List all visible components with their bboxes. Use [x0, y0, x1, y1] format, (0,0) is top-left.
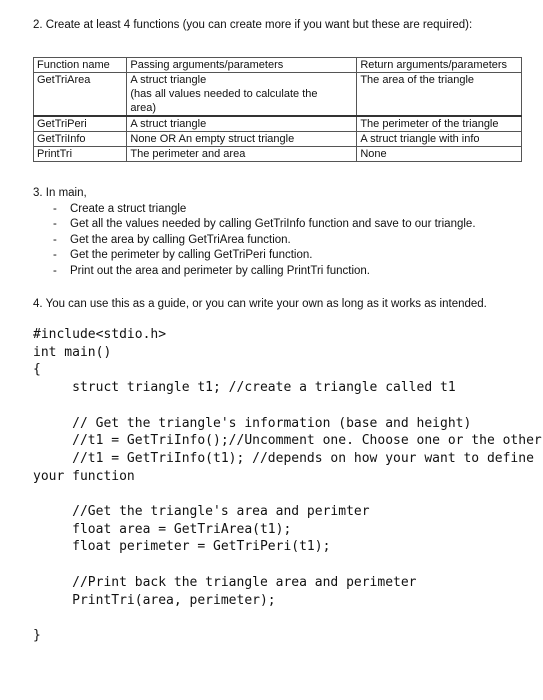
params-cell: A struct triangle — [127, 116, 357, 132]
function-name-cell: GetTriInfo — [34, 132, 127, 147]
params-cell — [127, 73, 357, 117]
returns-cell: A struct triangle with info — [357, 132, 522, 147]
code-line — [33, 397, 542, 415]
code-line: //t1 = GetTriInfo(t1); //depends on how your want to define — [33, 450, 534, 466]
params-line: area) — [130, 102, 157, 114]
returns-cell: The perimeter of the triangle — [357, 116, 522, 132]
code-line — [33, 485, 542, 503]
list-item: - Get all the values needed by calling GetTriInfo function and save to our triangle. — [33, 217, 476, 233]
params-line: A struct triangle — [130, 74, 207, 86]
code-line: struct triangle t1; //create a triangle called t1 — [33, 380, 456, 396]
code-line: //t1 = GetTriInfo();//Uncomment one. Choose one or the other — [33, 433, 542, 449]
code-line: } — [33, 627, 41, 643]
section-3-heading: 3. In main, — [33, 187, 87, 199]
table-row — [34, 73, 522, 117]
code-line: PrintTri(area, perimeter); — [33, 592, 276, 608]
code-line: //Get the triangle's area and perimter — [33, 504, 370, 520]
section-2-heading: 2. Create at least 4 functions (you can create more if you want but these are required): — [33, 19, 473, 31]
functions-table — [33, 57, 522, 162]
list-item: - Create a struct triangle — [33, 202, 476, 218]
header-function-name: Function name — [34, 58, 127, 73]
code-line: { — [33, 362, 41, 378]
code-block — [33, 326, 542, 645]
table-header-row — [34, 58, 522, 73]
list-item: - Get the perimeter by calling GetTriPeri function. — [33, 248, 476, 264]
params-cell: The perimeter and area — [127, 147, 357, 162]
params-line: (has all values needed to calculate the — [130, 88, 318, 100]
code-line: // Get the triangle's information (base and height) — [33, 415, 472, 431]
list-item: - Get the area by calling GetTriArea function. — [33, 233, 476, 249]
function-name-cell: GetTriArea — [34, 73, 127, 117]
returns-cell: None — [357, 147, 522, 162]
header-passing-arguments: Passing arguments/parameters — [127, 58, 357, 73]
code-line: your function — [33, 468, 135, 484]
list-item: - Print out the area and perimeter by calling PrintTri function. — [33, 264, 476, 280]
code-line: //Print back the triangle area and perimeter — [33, 574, 417, 590]
function-name-cell: GetTriPeri — [34, 116, 127, 132]
returns-cell: The area of the triangle — [357, 73, 522, 117]
function-name-cell: PrintTri — [34, 147, 127, 162]
code-line: float perimeter = GetTriPeri(t1); — [33, 539, 331, 555]
section-3-list — [33, 202, 476, 280]
header-return-arguments: Return arguments/parameters — [357, 58, 522, 73]
code-line: float area = GetTriArea(t1); — [33, 521, 292, 537]
code-line — [33, 609, 542, 627]
table-row — [34, 132, 522, 147]
table-row — [34, 147, 522, 162]
code-line: #include<stdio.h> — [33, 327, 167, 342]
code-line: int main() — [33, 344, 112, 360]
code-line — [33, 556, 542, 574]
section-4-text: 4. You can use this as a guide, or you can write your own as long as it works as intended. — [33, 298, 487, 310]
table-row — [34, 116, 522, 132]
section-3 — [33, 186, 476, 279]
params-cell: None OR An empty struct triangle — [127, 132, 357, 147]
